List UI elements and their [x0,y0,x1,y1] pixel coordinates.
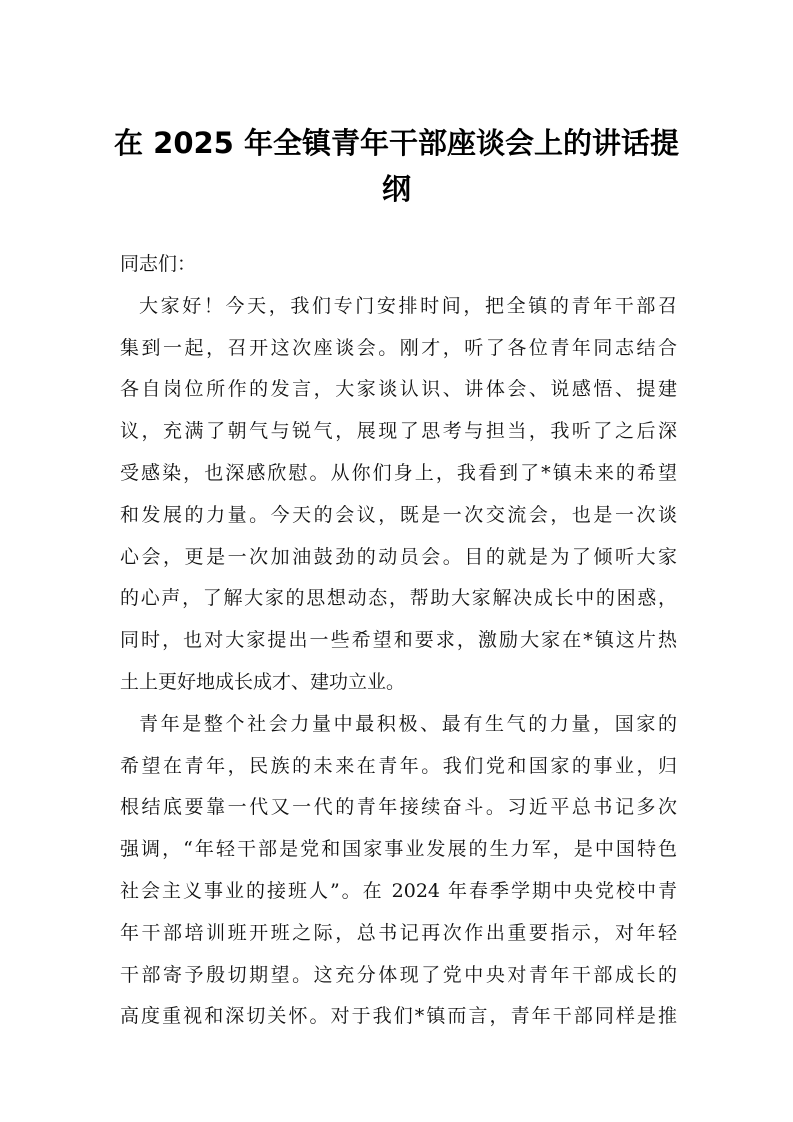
document-body [120,244,677,1038]
paragraph [120,704,677,1038]
salutation: 同志们： [120,253,197,275]
paragraph-line: 根结底要靠一代又一代的青年接续奋斗。习近平总书记多次 [120,796,677,819]
paragraph-line: 社会主义事业的接班人”。在 2024 年春季学期中央党校中青 [120,879,677,902]
paragraph-line: 同时，也对大家提出一些希望和要求，激励大家在*镇这片热 [120,629,677,652]
paragraph-line: 心会，更是一次加油鼓劲的动员会。目的就是为了倾听大家 [120,545,677,568]
paragraph-line: 和发展的力量。今天的会议，既是一次交流会，也是一次谈 [120,503,677,526]
paragraph-line: 的心声，了解大家的思想动态，帮助大家解决成长中的困惑， [120,587,677,610]
paragraph-line: 大家好！今天，我们专门安排时间，把全镇的青年干部召 [139,294,677,317]
document-title [110,120,683,212]
title-line-2: 纲 [381,172,411,206]
paragraph-line: 土上更好地成长成才、建功立业。 [120,670,406,693]
paragraph-line: 强调，“年轻干部是党和国家事业发展的生力军，是中国特色 [120,838,677,861]
paragraph-line: 青年是整个社会力量中最积极、最有生气的力量，国家的 [139,712,677,735]
paragraph-line: 各自岗位所作的发言，大家谈认识、讲体会、说感悟、提建 [120,378,677,401]
paragraph-line: 干部寄予殷切期望。这充分体现了党中央对青年干部成长的 [120,963,677,986]
paragraph-line: 议，充满了朝气与锐气，展现了思考与担当，我听了之后深 [120,420,677,443]
title-line-1: 在 2025 年全镇青年干部座谈会上的讲话提 [114,126,679,160]
paragraph-line: 受感染，也深感欣慰。从你们身上，我看到了*镇未来的希望 [120,461,677,484]
paragraph [120,286,677,704]
paragraph-line: 高度重视和深切关怀。对于我们*镇而言，青年干部同样是推 [120,1005,677,1028]
paragraphs [120,286,677,1038]
paragraph-line: 集到一起，召开这次座谈会。刚才，听了各位青年同志结合 [120,336,677,359]
paragraph-line: 希望在青年，民族的未来在青年。我们党和国家的事业，归 [120,754,677,777]
paragraph-line: 年干部培训班开班之际，总书记再次作出重要指示，对年轻 [120,921,677,944]
